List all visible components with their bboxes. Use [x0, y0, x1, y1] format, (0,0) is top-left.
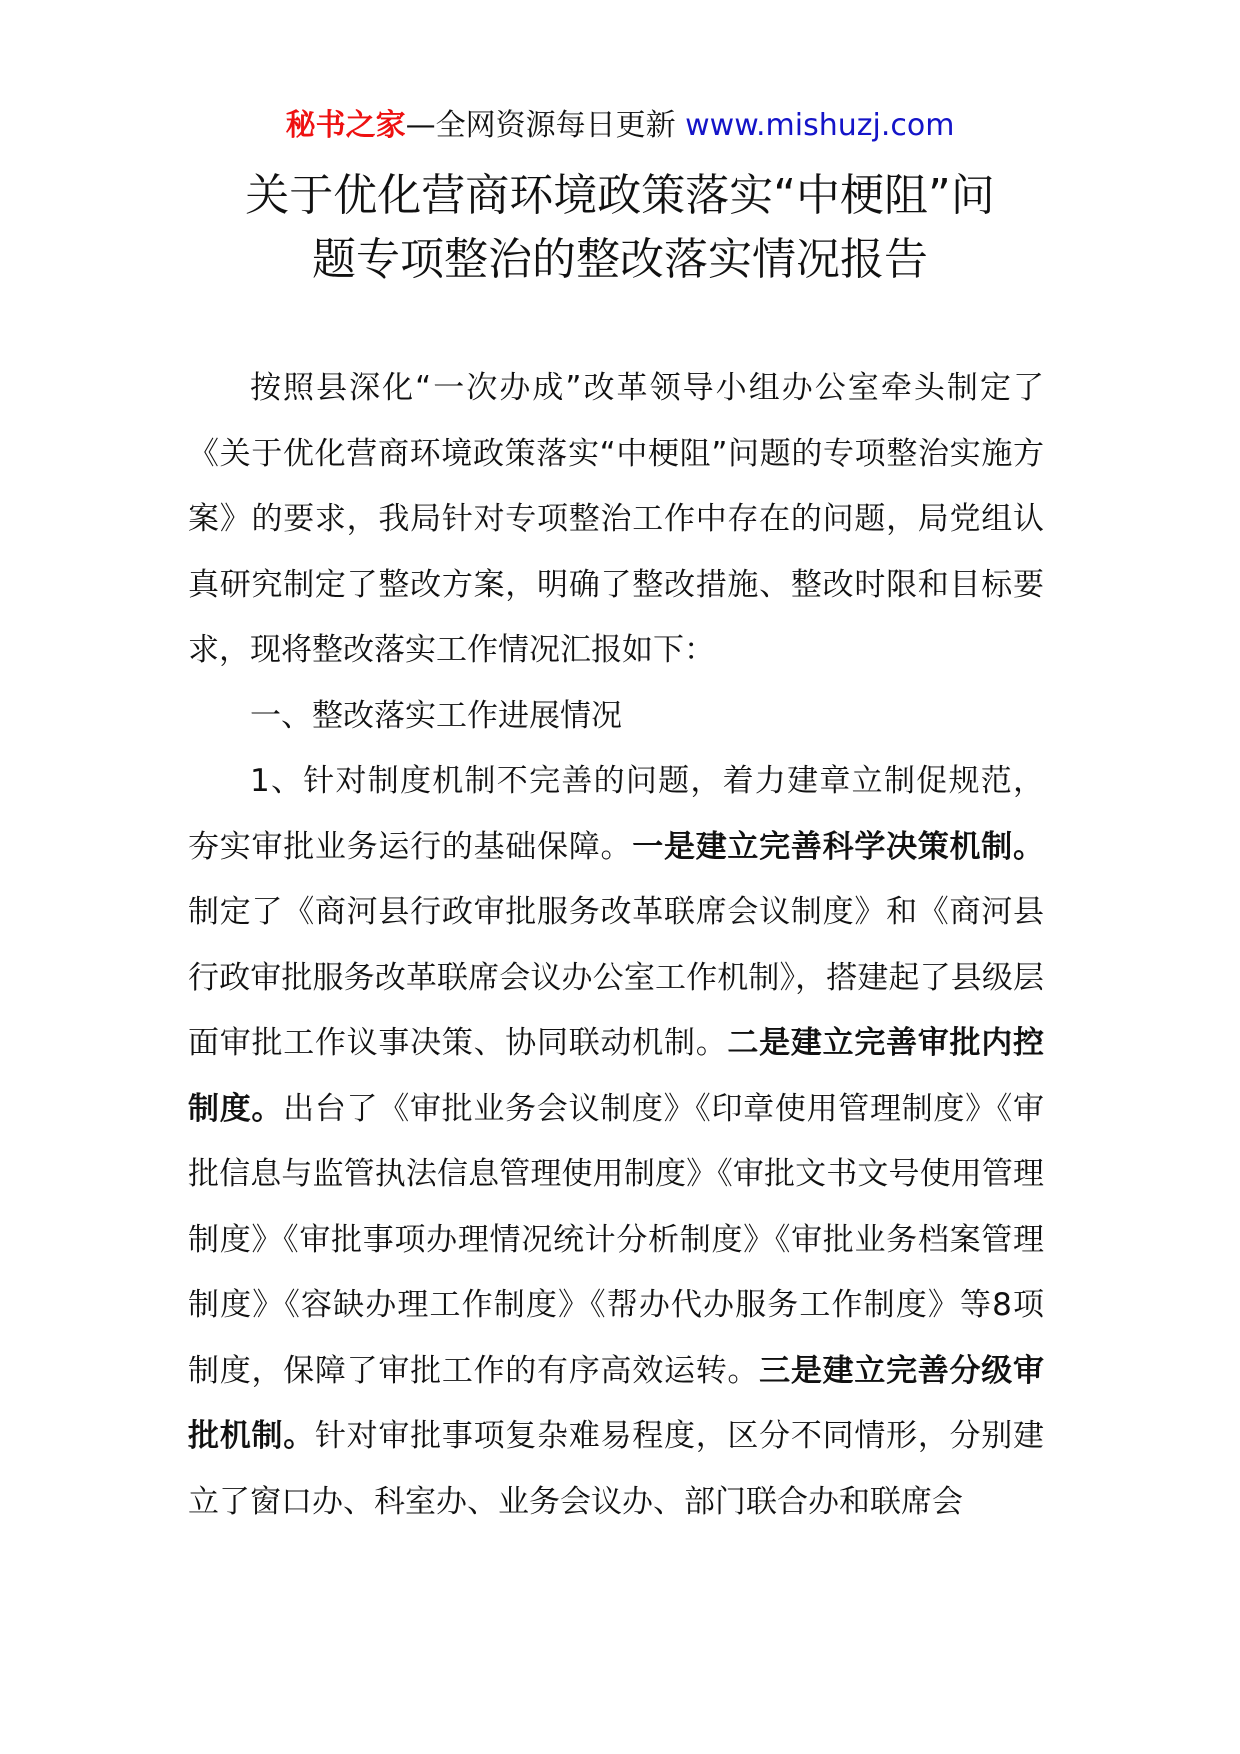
point-1-text: 制定了《商河县行政审批服务改革联席会议制度》和《商河县行政审批服务改革联席会议办公室工作机制》，搭建起了县级层面审批工作议事决策、协同联动机制。 [188, 894, 1044, 1061]
title-line-2: 题专项整治的整改落实情况报告 [312, 234, 928, 285]
site-banner [0, 98, 1240, 154]
section-heading: 一、整改落实工作进展情况 [250, 697, 622, 734]
document-title [150, 164, 1090, 292]
point-1-heading: 一是建立完善科学决策机制。 [632, 828, 1045, 865]
point-2-text: 出台了《审批业务会议制度》《印章使用管理制度》《审批信息与监管执法信息管理使用制度》《审批文书文号使用管理制度》《审批事项办理情况统计分析制度》《审批业务档案管理制度》《容缺办理工作制度》《帮办代办服务工作制度》等8项制度，保障了审批工作的有序高效运转。 [188, 1090, 1045, 1389]
point-3-text: 针对审批事项复杂难易程度，区分不同情形，分别建立了窗口办、科室办、业务会议办、部门联合办和联席会 [188, 1418, 1045, 1520]
document-body [188, 356, 1044, 1535]
intro-paragraph: 按照县深化“一次办成”改革领导小组办公室牵头制定了《关于优化营商环境政策落实“中梗阻”问题的专项整治实施方案》的要求，我局针对专项整治工作中存在的问题，局党组认真研究制定了整改方案，明确了整改措施、整改时限和目标要求，现将整改落实工作情况汇报如下： [188, 370, 1044, 668]
point-3-heading: 三是建立完善分级审批机制。 [188, 1352, 1045, 1454]
item-1-lead: 1、针对制度机制不完善的问题，着力建章立制促规范，夯实审批业务运行的基础保障。 [188, 763, 1044, 865]
banner-tagline: —全网资源每日更新 [405, 108, 686, 143]
site-url-link[interactable]: www.mishuzj.com [685, 108, 955, 143]
point-2-heading: 二是建立完善审批内控制度。 [188, 1025, 1044, 1127]
brand-name: 秘书之家 [285, 108, 406, 143]
item-1-paragraph [188, 749, 1044, 1535]
title-line-1: 关于优化营商环境政策落实“中梗阻”问 [245, 170, 995, 221]
